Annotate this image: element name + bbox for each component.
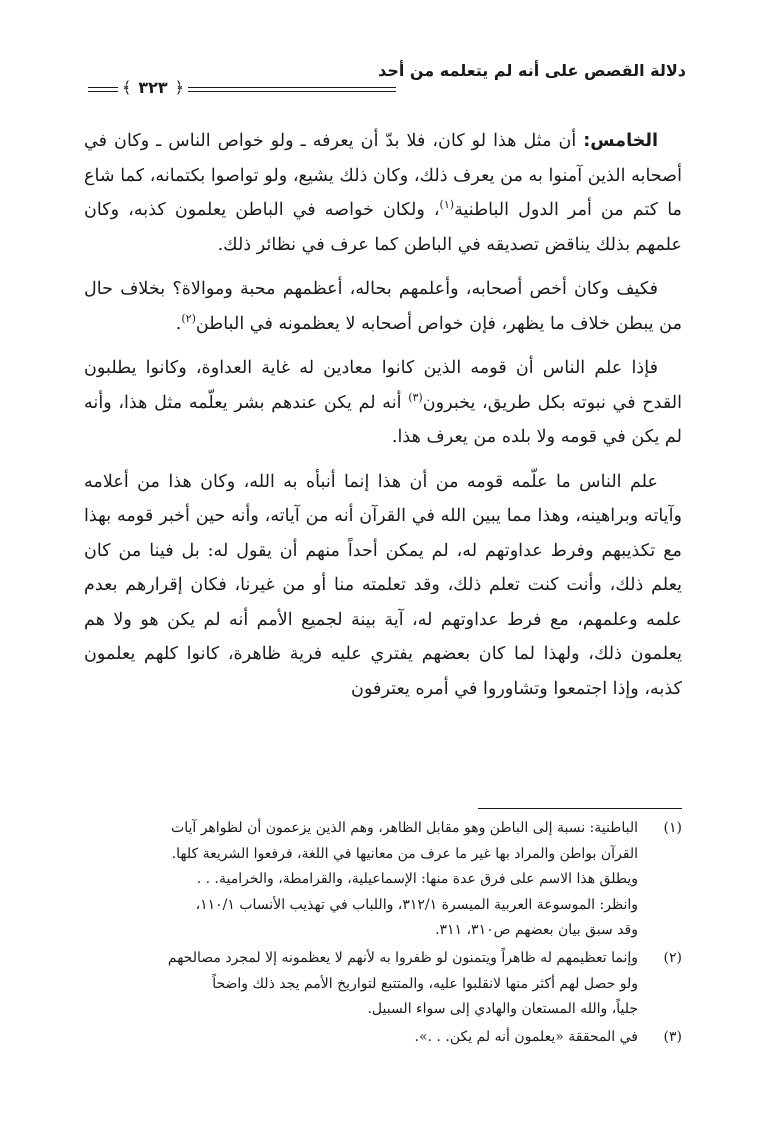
footnote-text — [84, 946, 638, 1023]
paragraph — [84, 465, 682, 707]
main-text — [84, 124, 682, 706]
page-header — [88, 58, 686, 98]
ornament-bracket-icon: ﴿ — [174, 78, 184, 97]
footnote-line: وقد سبق بيان بعضهم ص٣١٠، ٣١١. — [435, 922, 638, 939]
footnote-line: الباطنية: نسبة إلى الباطن وهو مقابل الظاهر، وهم الذين يزعمون أن لظواهر آيات — [171, 820, 638, 836]
paragraph-text: ، ولكان خواصه في الباطن يعلمون كذبه، وكان علمهم بذلك يناقض تصديقه في الباطن كما عرف في نظائر ذلك. — [84, 200, 682, 255]
footnote-line: في المحققة «يعلمون أنه لم يكن. . .». — [414, 1028, 638, 1045]
footnote-line: القرآن بواطن والمراد بها غير ما عرف من معانيها في اللغة، فرفعوا الشريعة كلها. — [171, 845, 638, 862]
paragraph — [84, 351, 682, 455]
footnote-reference[interactable]: (١) — [439, 198, 455, 212]
footnote-line: وإنما تعظيمهم له ظاهراً ويتمنون لو ظفروا به لأنهم لا يعظمونه إلا لمجرد مصالحهم — [167, 949, 638, 966]
footnote-line: ولو حصل لهم أكثر منها لانقلبوا عليه، والمتتبع لتواريخ الأمم يجد ذلك واضحاً — [212, 975, 638, 992]
section-heading-word: الخامس: — [583, 131, 658, 151]
paragraph-text: فكيف وكان أخص أصحابه، وأعلمهم بحاله، أعظمهم محبة وموالاة؟ بخلاف حال من يبطن خلاف ما يظهر، فإن خواص أصحابه لا يعظمونه في الباطن — [84, 279, 682, 334]
page-number-frame — [122, 76, 184, 100]
footnote-separator — [478, 808, 682, 809]
paragraph-text: أن مثل هذا لو كان، فلا بدّ أن يعرفه ـ ولو خواص الناس ـ وكان في أصحابه الذين آمنوا به من يعرف ذلك، وكان ذلك يشيع، ولو تواصوا بكتمانه، كما شاع ما كتم من أمر الدول الباطنية — [84, 131, 682, 220]
ornament-bracket-icon: ﴾ — [122, 78, 132, 97]
footnotes — [84, 816, 682, 1050]
header-rule — [188, 87, 396, 88]
footnote-number: (٣) — [663, 1028, 682, 1045]
footnote — [84, 1025, 682, 1051]
running-title: دلالة القصص على أنه لم يتعلمه من أحد — [378, 61, 686, 80]
header-rule — [188, 91, 396, 92]
header-rule — [88, 91, 118, 92]
footnote — [84, 816, 682, 944]
footnote-reference[interactable]: (٢) — [181, 311, 196, 325]
paragraph — [84, 272, 682, 341]
paragraph-text: علم الناس ما علّمه قومه من أن هذا إنما أنبأه به الله، وكان هذا من أعلامه وآياته وبراهينه، وهذا مما يبين الله في القرآن أنه من آياته، وأنه حين أخبر قومه بهذا مع تكذيبهم وفرط عداوتهم له، لم يمكن أحداً منهم أن يقول له: بل فينا من كان يعلم ذلك، وأنت كنت تعلم ذلك، وقد تعلمته منا أو من غيرنا، فكان إقرارهم بعدم علمه وعلمهم، مع فرط عداوتهم له، آية بينة لجميع الأمم أنه لم يكن هو ولا هم يعلمون ذلك، ولهذا لما كان بعضهم يفتري عليه فرية ظاهرة، كانوا كلهم يعلمون كذبه، وإذا اجتمعوا وتشاوروا في أمره يعترفون — [84, 471, 682, 699]
paragraph-text: فإذا علم الناس أن قومه الذين كانوا معادين له غاية العداوة، وكانوا يطلبون القدح في نبوته بكل طريق، يخبرون — [84, 358, 682, 413]
footnote-number: (٢) — [663, 949, 682, 966]
footnote-line: وانظر: الموسوعة العربية الميسرة ٣١٢/١، واللباب في تهذيب الأنساب ١١٠/١، — [195, 896, 638, 913]
footnote-number: (١) — [663, 820, 682, 836]
page-number: ٣٢٣ — [138, 78, 168, 97]
footnote-reference[interactable]: (٣) — [408, 390, 423, 404]
footnote-line: جلياً، والله المستعان والهادي إلى سواء السبيل. — [367, 1001, 638, 1018]
footnote-line: ويطلق هذا الاسم على فرق عدة منها: الإسماعيلية، والقرامطة، والخرامية. . . — [196, 871, 638, 888]
paragraph-text: أنه لم يكن عندهم بشر يعلّمه مثل هذا، وأنه لم يكن في قومه ولا بلده من يعرف هذا. — [84, 392, 682, 447]
footnote-text — [84, 816, 638, 944]
header-rule — [88, 87, 118, 88]
footnote — [84, 946, 682, 1023]
paragraph — [84, 124, 682, 262]
footnote-text — [84, 1025, 638, 1051]
paragraph-text: . — [175, 313, 182, 334]
